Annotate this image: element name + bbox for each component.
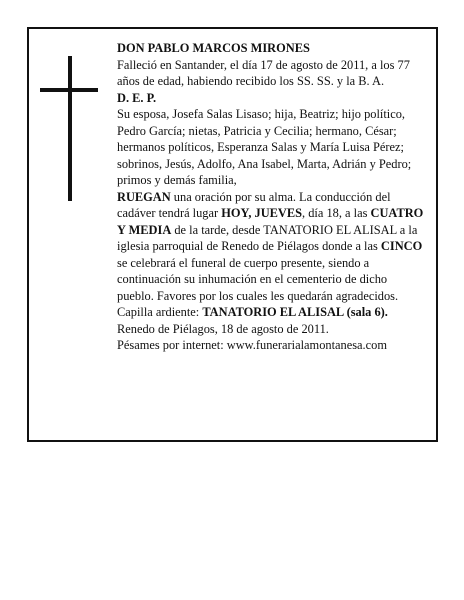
ruegan-label: RUEGAN bbox=[117, 189, 171, 204]
obituary-notice bbox=[27, 27, 438, 442]
ceremony-text-3: de la tarde, desde TANATORIO EL ALISAL a la iglesia parroquial de Renedo de Piélagos donde a las bbox=[117, 222, 418, 253]
condolences-line: Pésames por internet: www.funerarialamontanesa.com bbox=[117, 338, 387, 352]
ceremony-text-1: una oración por su alma. La conducción del cadáver tendrá lugar bbox=[117, 189, 391, 220]
funeral-time: CINCO bbox=[380, 239, 423, 253]
ceremony-day: HOY, JUEVES bbox=[221, 206, 303, 220]
ceremony-text-2: , día 18, a las bbox=[302, 206, 371, 220]
family-list: Su esposa, Josefa Salas Lisaso; hija, Beatriz; hijo político, Pedro García; nietas, Patricia y Cecilia; hermano, César; hermanos políticos, Esperanza Salas y María Luisa Pérez; sobrinos, Jesús, Adolfo, Ana Isabel, Marta, Adrián y Pedro; primos y demás familia, bbox=[117, 107, 412, 187]
cross-horizontal-bar bbox=[40, 88, 98, 92]
obituary-text bbox=[117, 40, 424, 354]
ceremony-text-4: se celebrará el funeral de cuerpo presente, siendo a continuación su inhumación en el cementerio de dicho pueblo. Favores por los cuales les quedarán agradecidos. Capilla ardiente: bbox=[117, 255, 399, 319]
ceremony-time: CUATRO Y MEDIA bbox=[117, 206, 424, 237]
ceremony-paragraph bbox=[117, 189, 424, 321]
deceased-name: DON PABLO MARCOS MIRONES bbox=[117, 41, 310, 55]
cross-vertical-bar bbox=[68, 56, 72, 201]
chapel-location: TANATORIO EL ALISAL (sala 6). bbox=[202, 305, 388, 319]
rest-in-peace: D. E. P. bbox=[117, 90, 157, 105]
place-and-date: Renedo de Piélagos, 18 de agosto de 2011. bbox=[117, 321, 329, 336]
death-announcement: Falleció en Santander, el día 17 de agosto de 2011, a los 77 años de edad, habiendo recibido los SS. SS. y la B. A. bbox=[117, 57, 410, 88]
